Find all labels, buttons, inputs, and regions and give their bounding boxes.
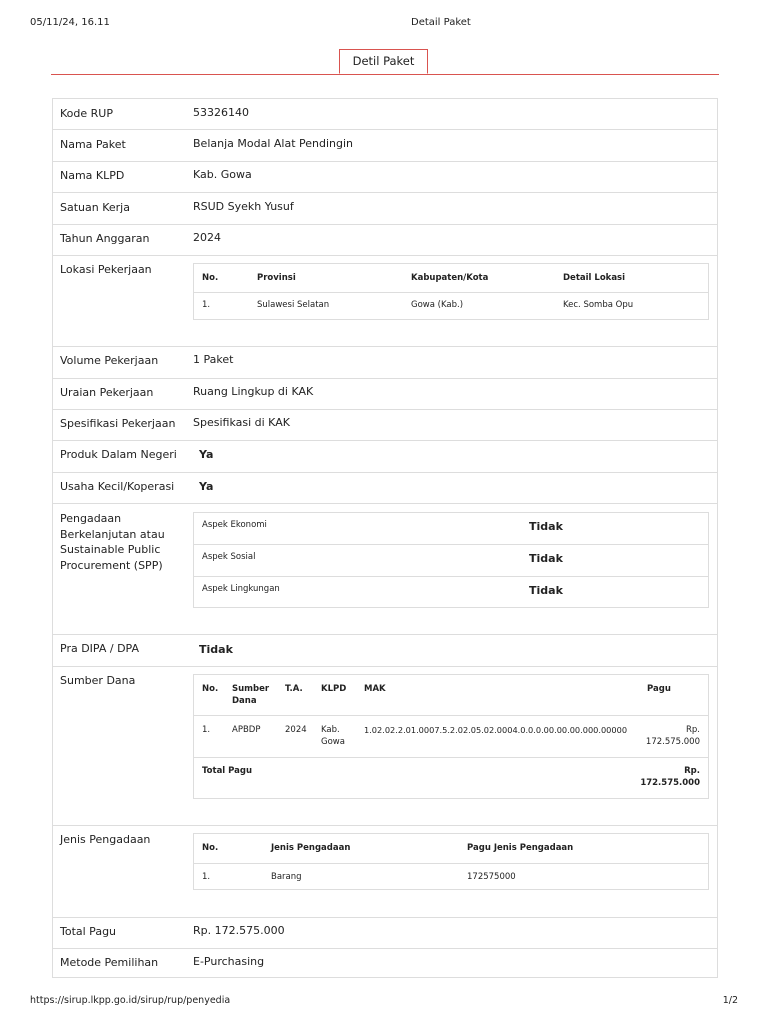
sd-cell-klpd-line-2: Gowa <box>321 737 345 747</box>
spp-value-ekonomi: Tidak <box>529 520 563 533</box>
value-nama-paket: Belanja Modal Alat Pendingin <box>193 137 354 150</box>
sd-cell-klpd <box>321 724 345 748</box>
label-spp-line-1: Pengadaan <box>60 512 122 525</box>
label-usaha-kecil: Usaha Kecil/Koperasi <box>60 480 175 493</box>
sd-divider-2 <box>194 757 708 758</box>
lokasi-header-no: No. <box>202 273 219 283</box>
value-tahun-anggaran: 2024 <box>193 231 221 244</box>
row-satuan-kerja <box>52 193 718 225</box>
spp-aspek-lingkungan: Aspek Lingkungan <box>202 584 280 594</box>
lokasi-table <box>193 263 709 320</box>
label-spp-line-2: Berkelanjutan atau <box>60 527 165 541</box>
lokasi-cell-detail: Kec. Somba Opu <box>563 300 634 310</box>
value-metode-pemilihan: E-Purchasing <box>193 955 265 968</box>
lokasi-cell-no: 1. <box>202 300 211 310</box>
jp-cell-no: 1. <box>202 872 211 882</box>
row-sumber-dana <box>52 667 718 826</box>
label-spesifikasi-pekerjaan: Spesifikasi Pekerjaan <box>60 417 176 430</box>
print-footer-page: 1/2 <box>722 995 738 1006</box>
label-tahun-anggaran: Tahun Anggaran <box>60 232 150 245</box>
sd-cell-no: 1. <box>202 725 211 735</box>
spp-divider-2 <box>194 576 708 577</box>
lokasi-divider <box>194 292 708 293</box>
sd-total-value-line-1: Rp. <box>684 766 700 776</box>
tab-bar-line <box>51 74 719 75</box>
sd-header-klpd: KLPD <box>321 684 347 694</box>
sd-divider-1 <box>194 715 708 716</box>
label-total-pagu: Total Pagu <box>60 925 117 938</box>
label-nama-paket: Nama Paket <box>60 138 126 151</box>
lokasi-header-provinsi: Provinsi <box>257 273 296 283</box>
lokasi-cell-kabupaten: Gowa (Kab.) <box>411 300 464 310</box>
label-uraian-pekerjaan: Uraian Pekerjaan <box>60 386 154 399</box>
spp-value-sosial: Tidak <box>529 552 563 565</box>
sd-header-mak: MAK <box>364 684 386 694</box>
row-tahun-anggaran <box>52 225 718 256</box>
tab-detil-paket[interactable]: Detil Paket <box>339 49 428 74</box>
sd-cell-pagu-line-1: Rp. <box>685 725 700 735</box>
jp-header-pagu: Pagu Jenis Pengadaan <box>467 843 574 853</box>
label-satuan-kerja: Satuan Kerja <box>60 201 130 214</box>
row-jenis-pengadaan <box>52 826 718 918</box>
row-lokasi-pekerjaan <box>52 256 718 347</box>
jenis-pengadaan-table <box>193 833 709 890</box>
value-spesifikasi-pekerjaan: Spesifikasi di KAK <box>193 416 290 429</box>
jp-header-no: No. <box>202 843 219 853</box>
spp-divider-1 <box>194 544 708 545</box>
sd-cell-ta: 2024 <box>285 725 307 735</box>
sd-cell-pagu <box>646 724 700 748</box>
jp-header-jenis: Jenis Pengadaan <box>271 843 351 853</box>
value-satuan-kerja: RSUD Syekh Yusuf <box>193 200 294 213</box>
sd-cell-mak: 1.02.02.2.01.0007.5.2.02.05.02.0004.0.0.0.00.00.00.000.00000 <box>364 725 628 735</box>
label-nama-klpd: Nama KLPD <box>60 169 125 182</box>
sd-header-sumber-dana-line-1: Sumber <box>232 684 270 694</box>
row-usaha-kecil <box>52 473 718 504</box>
sd-header-sumber-dana <box>232 683 269 707</box>
jp-divider <box>194 863 708 864</box>
row-nama-paket <box>52 130 718 162</box>
row-nama-klpd <box>52 162 718 193</box>
value-volume-pekerjaan: 1 Paket <box>193 353 234 366</box>
label-spp-line-3: Sustainable Public <box>60 543 161 556</box>
sd-cell-klpd-line-1: Kab. <box>321 725 340 735</box>
lokasi-header-kabupaten: Kabupaten/Kota <box>411 273 489 283</box>
spp-aspek-sosial: Aspek Sosial <box>202 552 256 562</box>
label-volume-pekerjaan: Volume Pekerjaan <box>60 354 159 367</box>
sd-header-ta: T.A. <box>285 684 303 694</box>
sumber-dana-table <box>193 674 709 799</box>
label-jenis-pengadaan: Jenis Pengadaan <box>60 833 151 846</box>
sd-total-value <box>640 765 700 789</box>
sd-header-sumber-dana-line-2: Dana <box>232 696 257 706</box>
spp-value-lingkungan: Tidak <box>529 584 563 597</box>
lokasi-header-detail: Detail Lokasi <box>563 273 626 283</box>
row-total-pagu <box>52 918 718 949</box>
value-usaha-kecil: Ya <box>199 480 214 493</box>
row-pra-dipa <box>52 635 718 667</box>
value-produk-dalam-negeri: Ya <box>199 448 214 461</box>
row-uraian-pekerjaan <box>52 379 718 410</box>
label-pra-dipa: Pra DIPA / DPA <box>60 642 139 655</box>
sd-cell-sumber-dana: APBDP <box>232 725 261 735</box>
print-footer-url: https://sirup.lkpp.go.id/sirup/rup/penyedia <box>30 995 231 1006</box>
row-kode-rup <box>52 98 718 130</box>
label-kode-rup: Kode RUP <box>60 107 113 120</box>
label-produk-dalam-negeri: Produk Dalam Negeri <box>60 448 177 461</box>
sd-total-value-line-2: 172.575.000 <box>640 778 700 788</box>
sd-cell-pagu-line-2: 172.575.000 <box>645 737 700 747</box>
value-nama-klpd: Kab. Gowa <box>193 168 252 181</box>
lokasi-cell-provinsi: Sulawesi Selatan <box>257 300 330 310</box>
spp-aspek-ekonomi: Aspek Ekonomi <box>202 520 267 530</box>
jp-cell-pagu: 172575000 <box>467 872 516 882</box>
label-lokasi-pekerjaan: Lokasi Pekerjaan <box>60 263 152 276</box>
sd-header-pagu: Pagu <box>647 684 671 694</box>
value-kode-rup: 53326140 <box>193 106 249 119</box>
row-spesifikasi-pekerjaan <box>52 410 718 441</box>
row-volume-pekerjaan <box>52 347 718 379</box>
value-total-pagu: Rp. 172.575.000 <box>193 924 285 937</box>
label-spp-line-4: Procurement (SPP) <box>60 558 163 572</box>
label-metode-pemilihan: Metode Pemilihan <box>60 956 159 969</box>
jp-cell-jenis: Barang <box>271 872 302 882</box>
row-metode-pemilihan <box>52 949 718 978</box>
print-datetime: 05/11/24, 16.11 <box>30 17 110 28</box>
print-title: Detail Paket <box>411 17 471 28</box>
label-spp <box>60 511 165 573</box>
sd-total-label: Total Pagu <box>202 766 253 776</box>
row-produk-dalam-negeri <box>52 441 718 473</box>
value-pra-dipa: Tidak <box>199 643 233 656</box>
label-sumber-dana: Sumber Dana <box>60 674 136 687</box>
row-spp <box>52 504 718 635</box>
sd-header-no: No. <box>202 684 219 694</box>
value-uraian-pekerjaan: Ruang Lingkup di KAK <box>193 385 314 398</box>
spp-table <box>193 512 709 608</box>
